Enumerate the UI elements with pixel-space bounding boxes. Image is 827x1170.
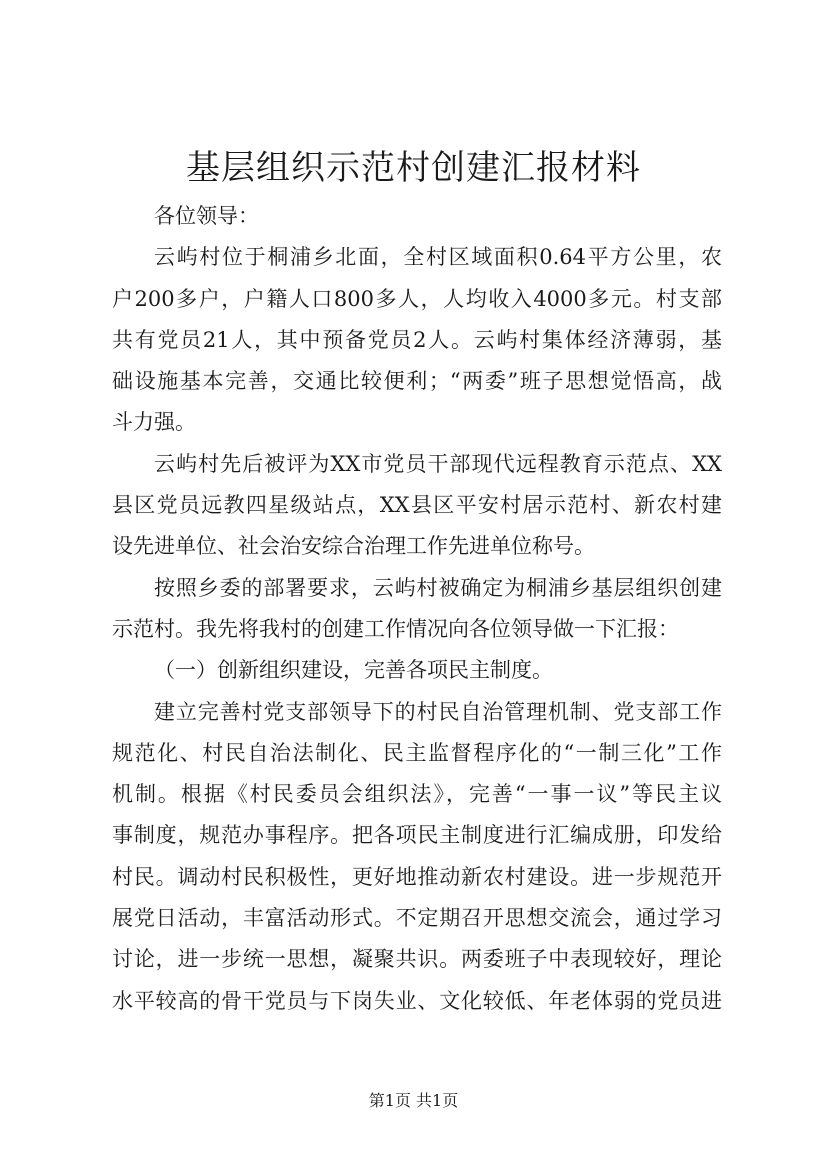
text-line: 村民。调动村民积极性，更好地推动新农村建设。进一步规范开: [112, 864, 722, 889]
text-line: 斗力强。: [112, 410, 196, 435]
text-line: 共有党员21人，其中预备党员2人。云屿村集体经济薄弱，基: [112, 327, 722, 352]
document-body: [112, 196, 722, 1022]
page-footer: 第1页 共1页: [368, 1091, 459, 1110]
text-line: 讨论，进一步统一思想，凝聚共识。两委班子中表现较好，理论: [112, 947, 722, 972]
text-line: 展党日活动，丰富活动形式。不定期召开思想交流会，通过学习: [112, 906, 722, 931]
text-line: 按照乡委的部署要求，云屿村被确定为桐浦乡基层组织创建: [154, 575, 722, 600]
text-line: 云屿村先后被评为XX市党员干部现代远程教育示范点、XX: [154, 451, 722, 476]
text-line: 云屿村位于桐浦乡北面，全村区域面积0.64平方公里，农: [154, 245, 722, 270]
document-title: 基层组织示范村创建汇报材料: [186, 148, 641, 188]
text-line: 机制。根据《村民委员会组织法》，完善“一事一议”等民主议: [112, 782, 722, 807]
text-line: 县区党员远教四星级站点，XX县区平安村居示范村、新农村建: [112, 493, 722, 518]
text-line: 示范村。我先将我村的创建工作情况向各位领导做一下汇报：: [112, 616, 679, 641]
text-line: 水平较高的骨干党员与下岗失业、文化较低、年老体弱的党员进: [112, 988, 722, 1013]
text-line: 设先进单位、社会治安综合治理工作先进单位称号。: [112, 534, 595, 559]
text-line: 础设施基本完善，交通比较便利；“两委”班子思想觉悟高，战: [112, 369, 722, 394]
paragraph-lines: [112, 237, 722, 1022]
text-line: 事制度，规范办事程序。把各项民主制度进行汇编成册，印发给: [112, 823, 722, 848]
text-line: 户200多户，户籍人口800多人，人均收入4000多元。村支部: [112, 286, 722, 311]
greeting-line: 各位领导：: [154, 204, 259, 228]
text-line: 建立完善村党支部领导下的村民自治管理机制、党支部工作: [154, 699, 722, 724]
text-line: 规范化、村民自治法制化、民主监督程序化的“一制三化”工作: [112, 740, 722, 765]
text-line: （一）创新组织建设，完善各项民主制度。: [154, 658, 553, 683]
